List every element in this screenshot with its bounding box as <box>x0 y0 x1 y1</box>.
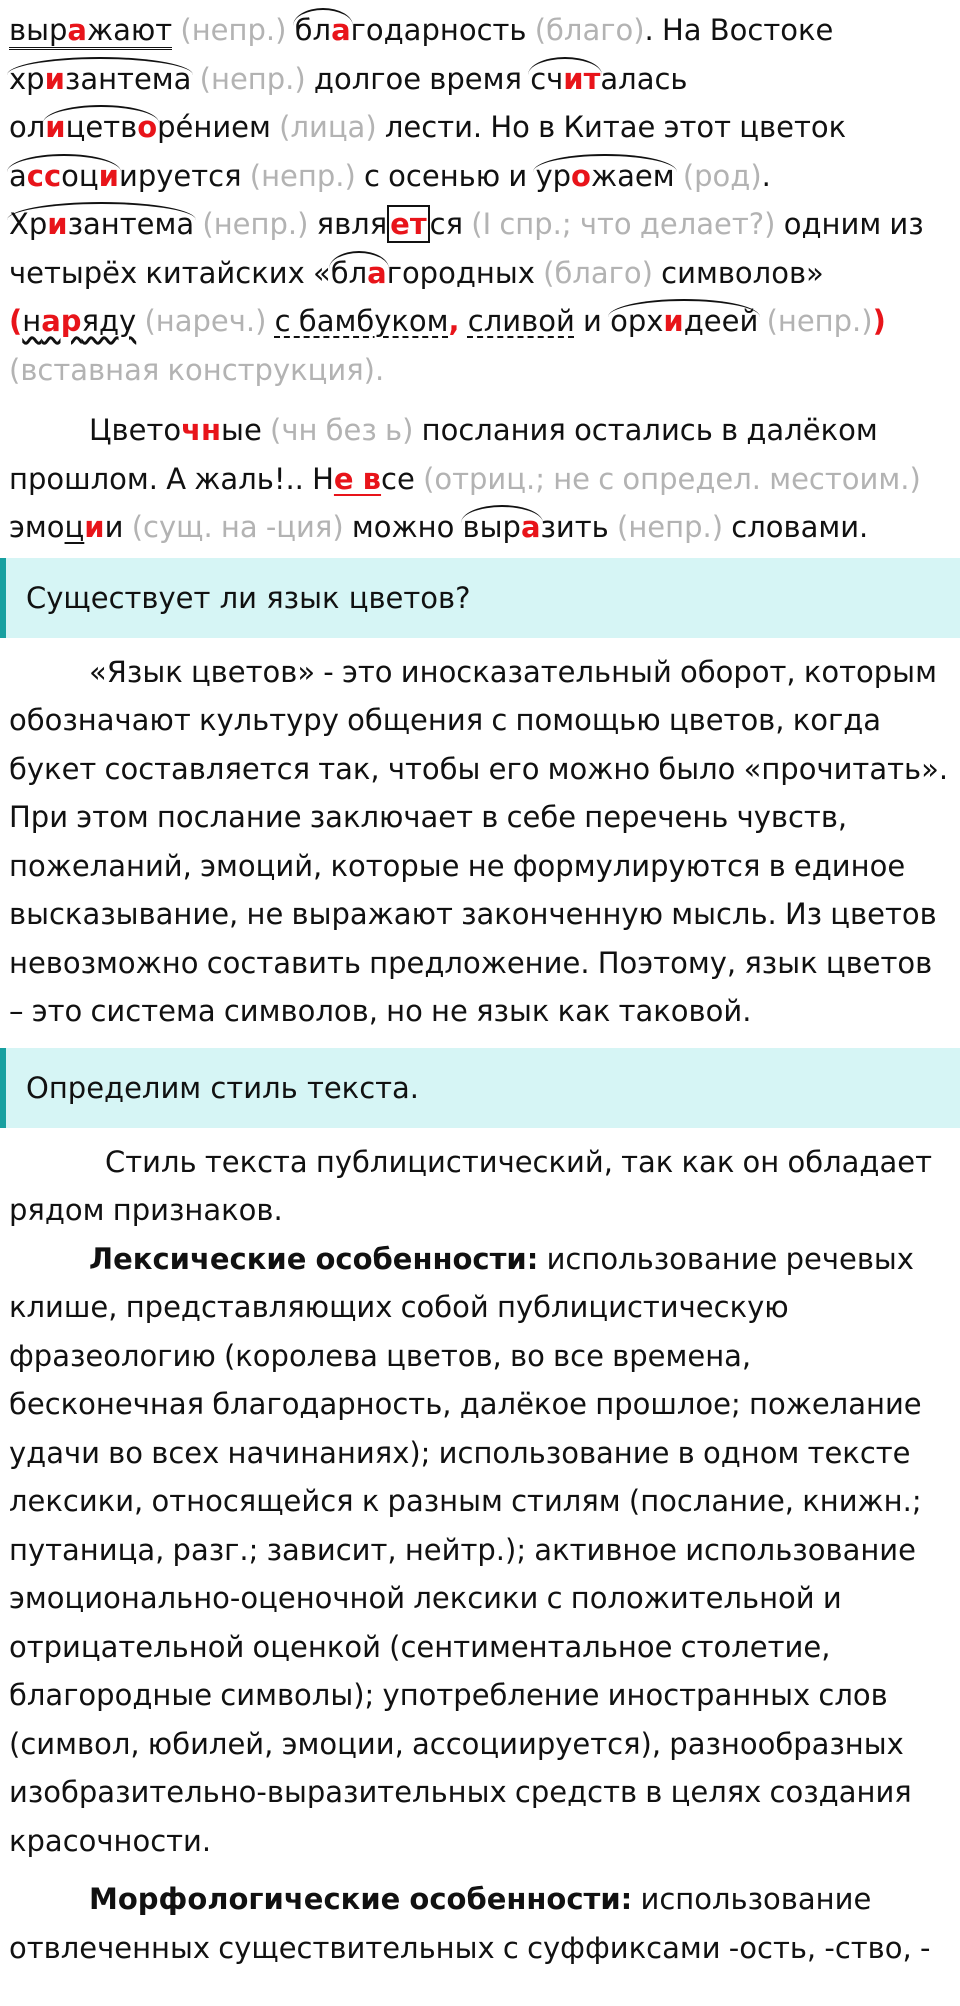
note: (непр.) <box>617 510 724 544</box>
analysis-line-4: ассоциируется (непр.) с осенью и урожаем (род). <box>9 152 951 201</box>
analysis-line-2: хризантема (непр.) долгое время считалась <box>9 55 951 104</box>
note: (сущ. на -ция) <box>131 510 344 544</box>
note: (непр.) <box>766 304 873 338</box>
note: (непр.) <box>249 158 356 193</box>
adverb-word: наряду <box>22 304 137 338</box>
note: (непр.) <box>202 207 309 241</box>
analysis-line-8: (вставная конструкция). <box>9 352 385 387</box>
lexical-features-label: Лексические особенности: <box>89 1241 539 1276</box>
root-word: Хризантема <box>9 200 194 249</box>
analysis-line-9: Цветочные (чн без ь) послания остались в далёком <box>89 413 878 447</box>
note: (лица) <box>279 110 377 144</box>
section-heading-text-style: Определим стиль текста. <box>0 1048 960 1128</box>
root-word: ицетво <box>45 103 157 152</box>
analysis-line-3: олицетворе́нием (лица) лести. Но в Китае этот цветок <box>9 103 951 152</box>
paragraph-morphological: Морфологические особенности: использование отвлеченных существительных с суффиксами -ость, -ство, - <box>0 1875 960 1972</box>
note: (благо) <box>534 13 645 47</box>
root-word: орхидеей <box>610 297 758 346</box>
note: (чн без ь) <box>270 413 414 447</box>
root-word: хризантема <box>9 55 191 104</box>
analysis-line-1: выражают (непр.) благодарность (благо). На Востоке <box>9 6 951 55</box>
note: (I спр.; что делает?) <box>471 207 776 241</box>
object-phrase: с бамбуком <box>274 304 449 338</box>
root-word: счит <box>530 55 600 104</box>
analysis-line-6: четырёх китайских «благородных (благо) символов» <box>9 249 951 298</box>
note: (непр.) <box>199 61 306 96</box>
analysis-line-10: прошлом. А жаль!.. Не все (отриц.; не с определ. местоим.) <box>9 461 921 496</box>
morphological-features-line-1: Морфологические особенности: использование <box>89 1882 872 1916</box>
note: (род) <box>682 158 762 193</box>
root-word: выра <box>463 503 541 552</box>
predicate-word: выражают <box>9 13 172 50</box>
note: (нареч.) <box>144 304 267 338</box>
root-word: ассоци <box>9 152 119 201</box>
note: (благо) <box>543 255 653 290</box>
paragraph-language-of-flowers: «Язык цветов» - это иносказательный оборот, которым обозначают культуру общения с помощью цветов, когда букет составляется так, чтобы его можно было «прочитать». При этом послание заключает в себе перечень чувств, пожеланий, эмоций, которые не формулируются в единое высказывание, не выражают законченную мысль. Из цветов невозможно составить предложение. Поэтому, язык цветов – это система символов, но не язык как таковой. <box>9 654 949 1028</box>
analysis-line-11: эмоции (сущ. на -ция) можно выразить (непр.) словами. <box>9 503 951 552</box>
section-heading-language-of-flowers: Существует ли язык цветов? <box>0 558 960 638</box>
object-phrase: сливой <box>467 304 575 338</box>
note: (непр.) <box>180 13 287 47</box>
root-word: бла <box>295 6 351 55</box>
paragraph-text-style: Стиль текста публицистический, так как он обладает рядом признаков. Лексические особенности: использование речевых клише, представляющих собой публицистическую фразеологию (королева цветов, во все времена, бесконечная благодарность, далёкое прошлое; пожелание удачи во всех начинаниях); использование в одном тексте лексики, относящейся к разным стилям (послание, книжн.; путаница, разг.; зависит, нейтр.); активное использование эмоционально-оценочной лексики с положительной и отрицательной оценкой (сентиментальное столетие, благородные символы); употребление иностранных слов (символ, юбилей, эмоции, ассоциируется), разнообразных изобразительно-выразительных средств в целях создания красочности. <box>0 1138 960 1866</box>
lexical-features-line-1: Лексические особенности: использование речевых <box>89 1241 914 1276</box>
note: (отриц.; не с определ. местоим.) <box>423 461 921 496</box>
analysis-block <box>0 0 960 394</box>
root-word: бла <box>331 249 387 298</box>
morphological-features-label: Морфологические особенности: <box>89 1882 633 1916</box>
root-word: урожаем <box>535 152 674 201</box>
analysis-block-2 <box>0 406 960 552</box>
analysis-line-7: (наряду (нареч.) с бамбуком, сливой и орхидеей (непр.)) <box>9 297 951 346</box>
analysis-line-5: Хризантема (непр.) явля ет ся (I спр.; что делает?) одним из <box>9 200 951 249</box>
ending-box: ет <box>387 205 429 243</box>
